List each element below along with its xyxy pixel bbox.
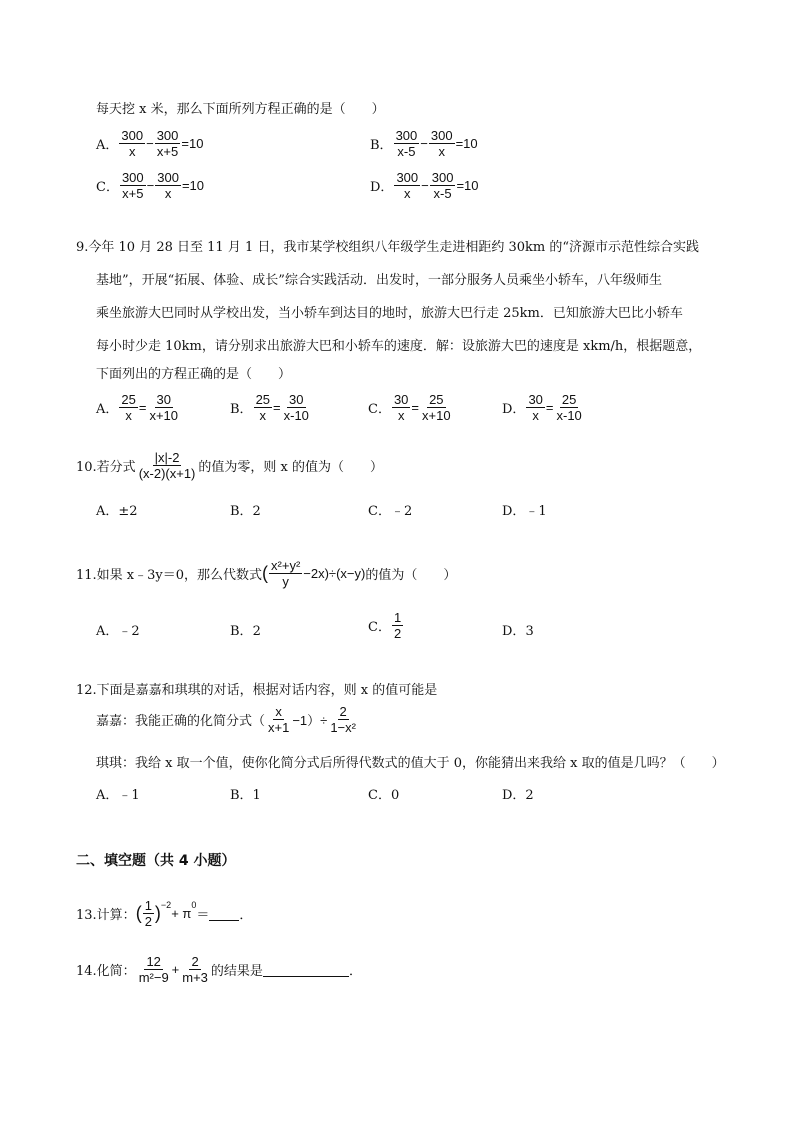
q10-stem: 10.若分式 $\frac{|x|-2}{(x-2)(x+1)}$ 的值为零，则 x 的值为（ ） (76, 450, 383, 481)
fraction: $\frac{|x|-2}{(x-2)(x+1)}$ (138, 450, 196, 481)
q12-option-a[interactable]: A．﹣1 (96, 788, 140, 803)
q10-option-a[interactable]: A．±2 (96, 504, 138, 519)
q9-option-a[interactable]: A． $\frac{25}{x}$ = $\frac{30}{x+10}$ (96, 392, 179, 423)
fraction: $\frac{1}{2}$ (393, 610, 402, 641)
q8-stem-tail: 每天挖 x 米，那么下面所列方程正确的是（ ） (96, 102, 385, 117)
fraction: $\frac{2}{\text{1−x²}}$ (330, 704, 356, 735)
section-title: 二、填空题（共 4 小题） (76, 853, 236, 869)
q11-option-b[interactable]: B．2 (230, 624, 261, 639)
option-label: D． (370, 180, 394, 195)
option-label: D． (502, 402, 526, 417)
q9-line-5: 下面列出的方程正确的是（ ） (96, 367, 292, 382)
q8-option-d[interactable]: D． $\frac{300}{x}$ − $\frac{300}{x-5}$ =10 (370, 170, 479, 201)
q12-option-b[interactable]: B．1 (230, 788, 261, 803)
answer-blank[interactable] (263, 962, 349, 977)
q13-stem: 13.计算： ( $\frac{1}{2}$ ) $^{-2}$ + π $^0$ ＝ ． (76, 898, 253, 929)
option-label: B． (370, 138, 393, 153)
fraction: $\frac{30}{x}$ (528, 392, 543, 423)
option-label: C． (96, 180, 119, 195)
fraction: $\frac{25}{x+10}$ (422, 392, 451, 423)
fraction: $\frac{300}{x}$ (121, 128, 144, 159)
fraction: $\frac{300}{x+5}$ (121, 170, 144, 201)
q11-stem: 11.如果 x﹣3y＝0，那么代数式 ( $\frac{\text{x²+y²}}{y}$ − 2x)÷(x−y) 的值为（ ） (76, 558, 457, 589)
q12-stem: 12.下面是嘉嘉和琪琪的对话，根据对话内容，则 x 的值可能是 (76, 683, 438, 698)
fraction: $\frac{300}{x-5}$ (431, 170, 454, 201)
fraction: $\frac{12}{\text{m²−9}}$ (138, 954, 169, 985)
fraction: $\frac{30}{x-10}$ (283, 392, 309, 423)
q9-option-b[interactable]: B． $\frac{25}{x}$ = $\frac{30}{x-10}$ (230, 392, 309, 423)
fraction: $\frac{30}{x+10}$ (149, 392, 179, 423)
q10-option-c[interactable]: C．﹣2 (368, 504, 413, 519)
q11-option-a[interactable]: A．﹣2 (96, 624, 140, 639)
fraction: $\frac{25}{x-10}$ (556, 392, 582, 423)
fraction: $\frac{300}{x-5}$ (395, 128, 418, 159)
q12-option-c[interactable]: C．0 (368, 788, 400, 803)
fraction: $\frac{25}{x}$ (121, 392, 136, 423)
q12-jiajia: 嘉嘉：我能正确的化简分式（ $\frac{x}{x+1}$ −1）÷ $\frac{2}{\text{1−x²}}$ (96, 704, 356, 735)
fraction: $\frac{1}{2}$ (144, 898, 152, 929)
q11-option-d[interactable]: D．3 (502, 624, 534, 639)
q9-line-4: 每小时少走 10km，请分别求出旅游大巴和小轿车的速度．解：设旅游大巴的速度是 xkm/h，根据题意， (96, 339, 702, 354)
q10-option-d[interactable]: D．﹣1 (502, 504, 547, 519)
option-label: A． (96, 402, 119, 417)
option-label: C． (368, 402, 391, 417)
q9-line-2: 基地”，开展“拓展、体验、成长”综合实践活动．出发时，一部分服务人员乘坐小轿车，八年级师生 (96, 273, 662, 288)
q12-qiqi: 琪琪：我给 x 取一个值，使你化简分式后所得代数式的值大于 0，你能猜出来我给 x 取的值是几吗？（ ） (96, 756, 725, 771)
fraction: $\frac{30}{x}$ (393, 392, 409, 423)
q9-option-d[interactable]: D． $\frac{30}{x}$ = $\frac{25}{x-10}$ (502, 392, 582, 423)
fraction: $\frac{\text{x²+y²}}{y}$ (271, 558, 301, 589)
fraction: $\frac{25}{x}$ (255, 392, 271, 423)
q12-option-d[interactable]: D．2 (502, 788, 534, 803)
option-label: A． (96, 138, 119, 153)
option-label: B． (230, 402, 253, 417)
q14-stem: 14.化简： $\frac{12}{\text{m²−9}}$ + $\frac{2}{m+3}$ 的结果是 ． (76, 954, 362, 985)
answer-blank[interactable] (209, 906, 239, 921)
fraction: $\frac{x}{x+1}$ (268, 704, 290, 735)
q9-line-1: 9.今年 10 月 28 日至 11 月 1 日，我市某学校组织八年级学生走进相距约 30km 的“济源市示范性综合实践 (76, 240, 700, 255)
q9-line-3: 乘坐旅游大巴同时从学校出发，当小轿车到达目的地时，旅游大巴行走 25km．已知旅游大巴比小轿车 (96, 306, 683, 321)
fraction: $\frac{300}{x}$ (157, 170, 179, 201)
fraction: $\frac{300}{x}$ (396, 170, 419, 201)
q10-option-b[interactable]: B．2 (230, 504, 261, 519)
fraction: $\frac{2}{m+3}$ (182, 954, 208, 985)
fraction: $\frac{300}{x+5}$ (156, 128, 179, 159)
q8-option-a[interactable]: A． $\frac{300}{x}$ − $\frac{300}{x+5}$ =10 (96, 128, 204, 159)
q9-option-c[interactable]: C． $\frac{30}{x}$ = $\frac{25}{x+10}$ (368, 392, 451, 423)
fraction: $\frac{300}{x}$ (430, 128, 453, 159)
q11-option-c[interactable]: C． $\frac{1}{2}$ (368, 610, 402, 641)
q8-option-b[interactable]: B． $\frac{300}{x-5}$ − $\frac{300}{x}$ =10 (370, 128, 478, 159)
q8-option-c[interactable]: C． $\frac{300}{x+5}$ − $\frac{300}{x}$ =10 (96, 170, 205, 201)
